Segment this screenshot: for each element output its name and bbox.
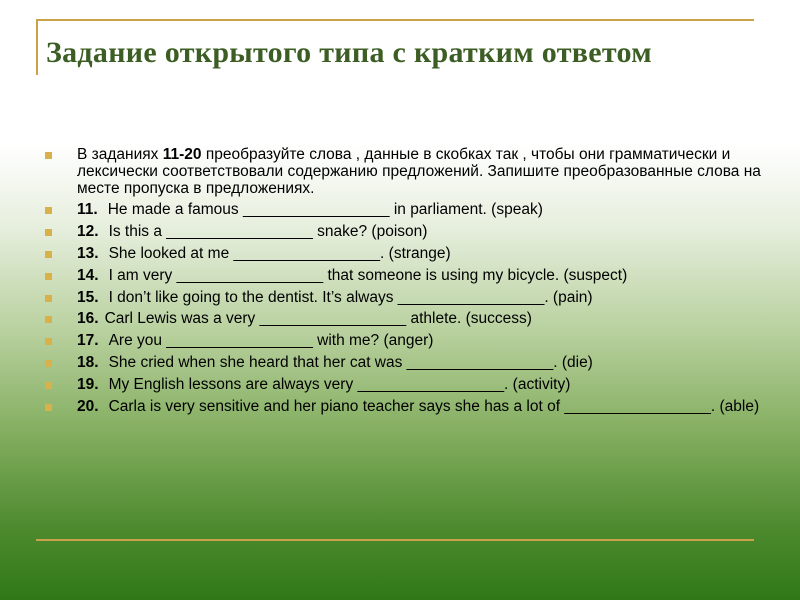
task-text: Carl Lewis was a very _________________ athlete. (success) xyxy=(104,310,532,328)
top-divider xyxy=(36,19,754,21)
task-item xyxy=(44,245,774,263)
task-text: She cried when she heard that her cat was _________________. (die) xyxy=(108,354,593,372)
task-text: I am very _________________ that someone is using my bicycle. (suspect) xyxy=(108,266,628,284)
task-number: 18. xyxy=(77,354,99,372)
task-number: 13. xyxy=(77,244,99,262)
square-bullet-icon xyxy=(45,382,52,389)
square-bullet-icon xyxy=(45,229,52,236)
task-item xyxy=(44,289,774,307)
task-item xyxy=(44,354,774,372)
square-bullet-icon xyxy=(45,295,52,302)
task-item xyxy=(44,201,774,219)
task-number: 14. xyxy=(77,266,99,284)
task-number: 15. xyxy=(77,288,99,306)
task-list xyxy=(44,146,774,420)
task-text: Is this a _________________ snake? (poison) xyxy=(108,222,428,240)
instructions-item xyxy=(44,146,774,197)
task-item xyxy=(44,332,774,350)
task-number: 12. xyxy=(77,222,99,240)
task-number: 17. xyxy=(77,332,99,350)
task-item xyxy=(44,267,774,285)
task-range: 11-20 xyxy=(162,146,202,163)
square-bullet-icon xyxy=(45,273,52,280)
task-item xyxy=(44,398,774,416)
task-number: 16. xyxy=(77,310,99,328)
task-text: He made a famous _________________ in parliament. (speak) xyxy=(107,201,543,218)
bottom-divider xyxy=(36,539,754,541)
task-text: Carla is very sensitive and her piano teacher says she has a lot of _________________. (able) xyxy=(108,398,760,416)
square-bullet-icon xyxy=(45,338,52,345)
square-bullet-icon xyxy=(45,360,52,367)
slide-title: Задание открытого типа с кратким ответом xyxy=(46,36,652,69)
task-text: She looked at me _________________. (strange) xyxy=(108,244,451,262)
task-item xyxy=(44,376,774,394)
square-bullet-icon xyxy=(45,207,52,214)
left-accent-line xyxy=(36,19,38,75)
square-bullet-icon xyxy=(45,152,52,159)
task-item xyxy=(44,223,774,241)
square-bullet-icon xyxy=(45,404,52,411)
task-item xyxy=(44,310,774,328)
task-number: 19. xyxy=(77,376,99,394)
instructions-text-end: преобразуйте слова , данные в скобках так , чтобы они грамматически и лексически соответствовали содержанию предложений. Запишите преобразованные слова на месте пропуска в предложениях. xyxy=(77,146,761,197)
instructions-text-start: В заданиях xyxy=(77,146,163,163)
task-number: 11. xyxy=(77,201,98,218)
task-number: 20. xyxy=(77,398,99,416)
task-text: I don’t like going to the dentist. It’s always _________________. (pain) xyxy=(108,288,593,306)
square-bullet-icon xyxy=(45,316,52,323)
task-text: My English lessons are always very _________________. (activity) xyxy=(108,376,571,394)
task-text: Are you _________________ with me? (anger) xyxy=(108,332,434,350)
square-bullet-icon xyxy=(45,251,52,258)
